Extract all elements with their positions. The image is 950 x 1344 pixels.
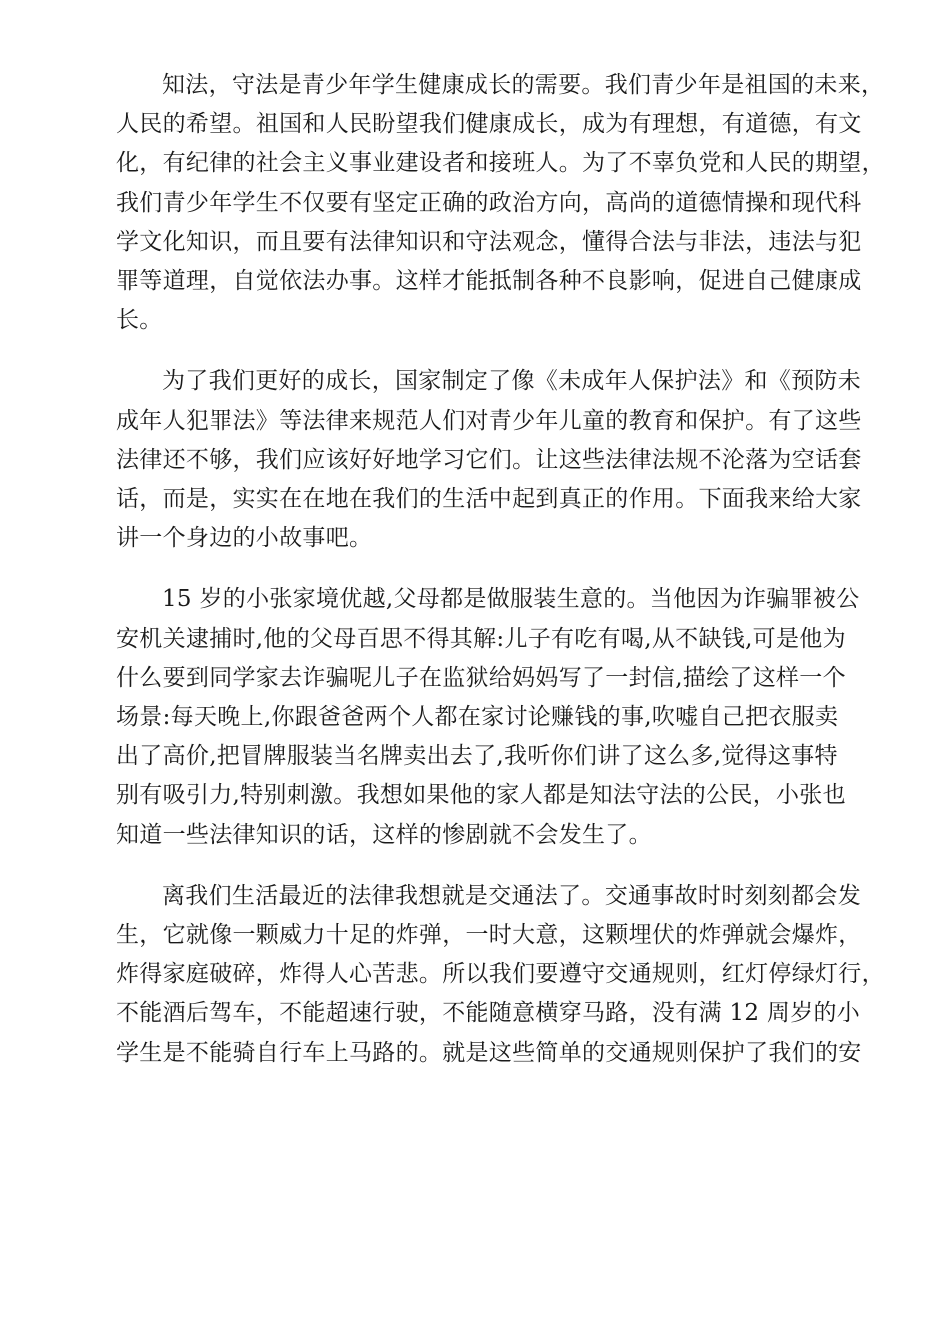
paragraph-line: 离我们生活最近的法律我想就是交通法了。交通事故时时刻刻都会发 (162, 882, 861, 909)
paragraph-line: 我们青少年学生不仅要有坚定正确的政治方向，高尚的道德情操和现代科 (116, 189, 862, 216)
paragraph-line: 讲一个身边的小故事吧。 (116, 525, 373, 552)
paragraph-1 (116, 66, 885, 340)
paragraph-line: 别有吸引力,特别刺激。我想如果他的家人都是知法守法的公民，小张也 (116, 782, 846, 809)
paragraph-line: 15 岁的小张家境优越,父母都是做服装生意的。当他因为诈骗罪被公 (162, 586, 860, 613)
paragraph-line: 化，有纪律的社会主义事业建设者和接班人。为了不辜负党和人民的期望， (116, 150, 885, 177)
paragraph-line: 不能酒后驾车，不能超速行驶，不能随意横穿马路，没有满 12 周岁的小 (116, 1000, 861, 1027)
paragraph-line: 人民的希望。祖国和人民盼望我们健康成长，成为有理想，有道德，有文 (116, 111, 862, 138)
document-body (116, 66, 885, 1095)
paragraph-line: 炸得家庭破碎，炸得人心苦悲。所以我们要遵守交通规则，红灯停绿灯行， (116, 961, 885, 988)
paragraph-line: 罪等道理，自觉依法办事。这样才能抵制各种不良影响，促进自己健康成 (116, 268, 862, 295)
paragraph-line: 学生是不能骑自行车上马路的。就是这些简单的交通规则保护了我们的安 (116, 1039, 862, 1066)
paragraph-line: 成年人犯罪法》等法律来规范人们对青少年儿童的教育和保护。有了这些 (116, 407, 862, 434)
paragraph-line: 知道一些法律知识的话，这样的惨剧就不会发生了。 (116, 821, 652, 848)
paragraph-line: 知法，守法是青少年学生健康成长的需要。我们青少年是祖国的未来， (162, 72, 885, 98)
paragraph-line: 学文化知识，而且要有法律知识和守法观念，懂得合法与非法，违法与犯 (116, 228, 862, 255)
paragraph-line: 安机关逮捕时,他的父母百思不得其解:儿子有吃有喝,从不缺钱,可是他为 (116, 625, 846, 652)
paragraph-line: 什么要到同学家去诈骗呢儿子在监狱给妈妈写了一封信,描绘了这样一个 (116, 664, 846, 691)
paragraph-line: 场景:每天晚上,你跟爸爸两个人都在家讨论赚钱的事,吹嘘自己把衣服卖 (116, 704, 839, 731)
paragraph-line: 长。 (116, 307, 163, 334)
paragraph-line: 出了高价,把冒牌服装当名牌卖出去了,我听你们讲了这么多,觉得这事特 (116, 743, 838, 770)
paragraph-line: 生，它就像一颗威力十足的炸弹，一时大意，这颗埋伏的炸弹就会爆炸， (116, 922, 862, 949)
paragraph-4 (116, 877, 885, 1073)
paragraph-line: 话，而是，实实在在地在我们的生活中起到真正的作用。下面我来给大家 (116, 486, 862, 513)
paragraph-3 (116, 580, 860, 854)
paragraph-2 (116, 362, 862, 558)
paragraph-line: 为了我们更好的成长，国家制定了像《未成年人保护法》和《预防未 (162, 368, 861, 395)
paragraph-line: 法律还不够，我们应该好好地学习它们。让这些法律法规不沦落为空话套 (116, 446, 862, 473)
